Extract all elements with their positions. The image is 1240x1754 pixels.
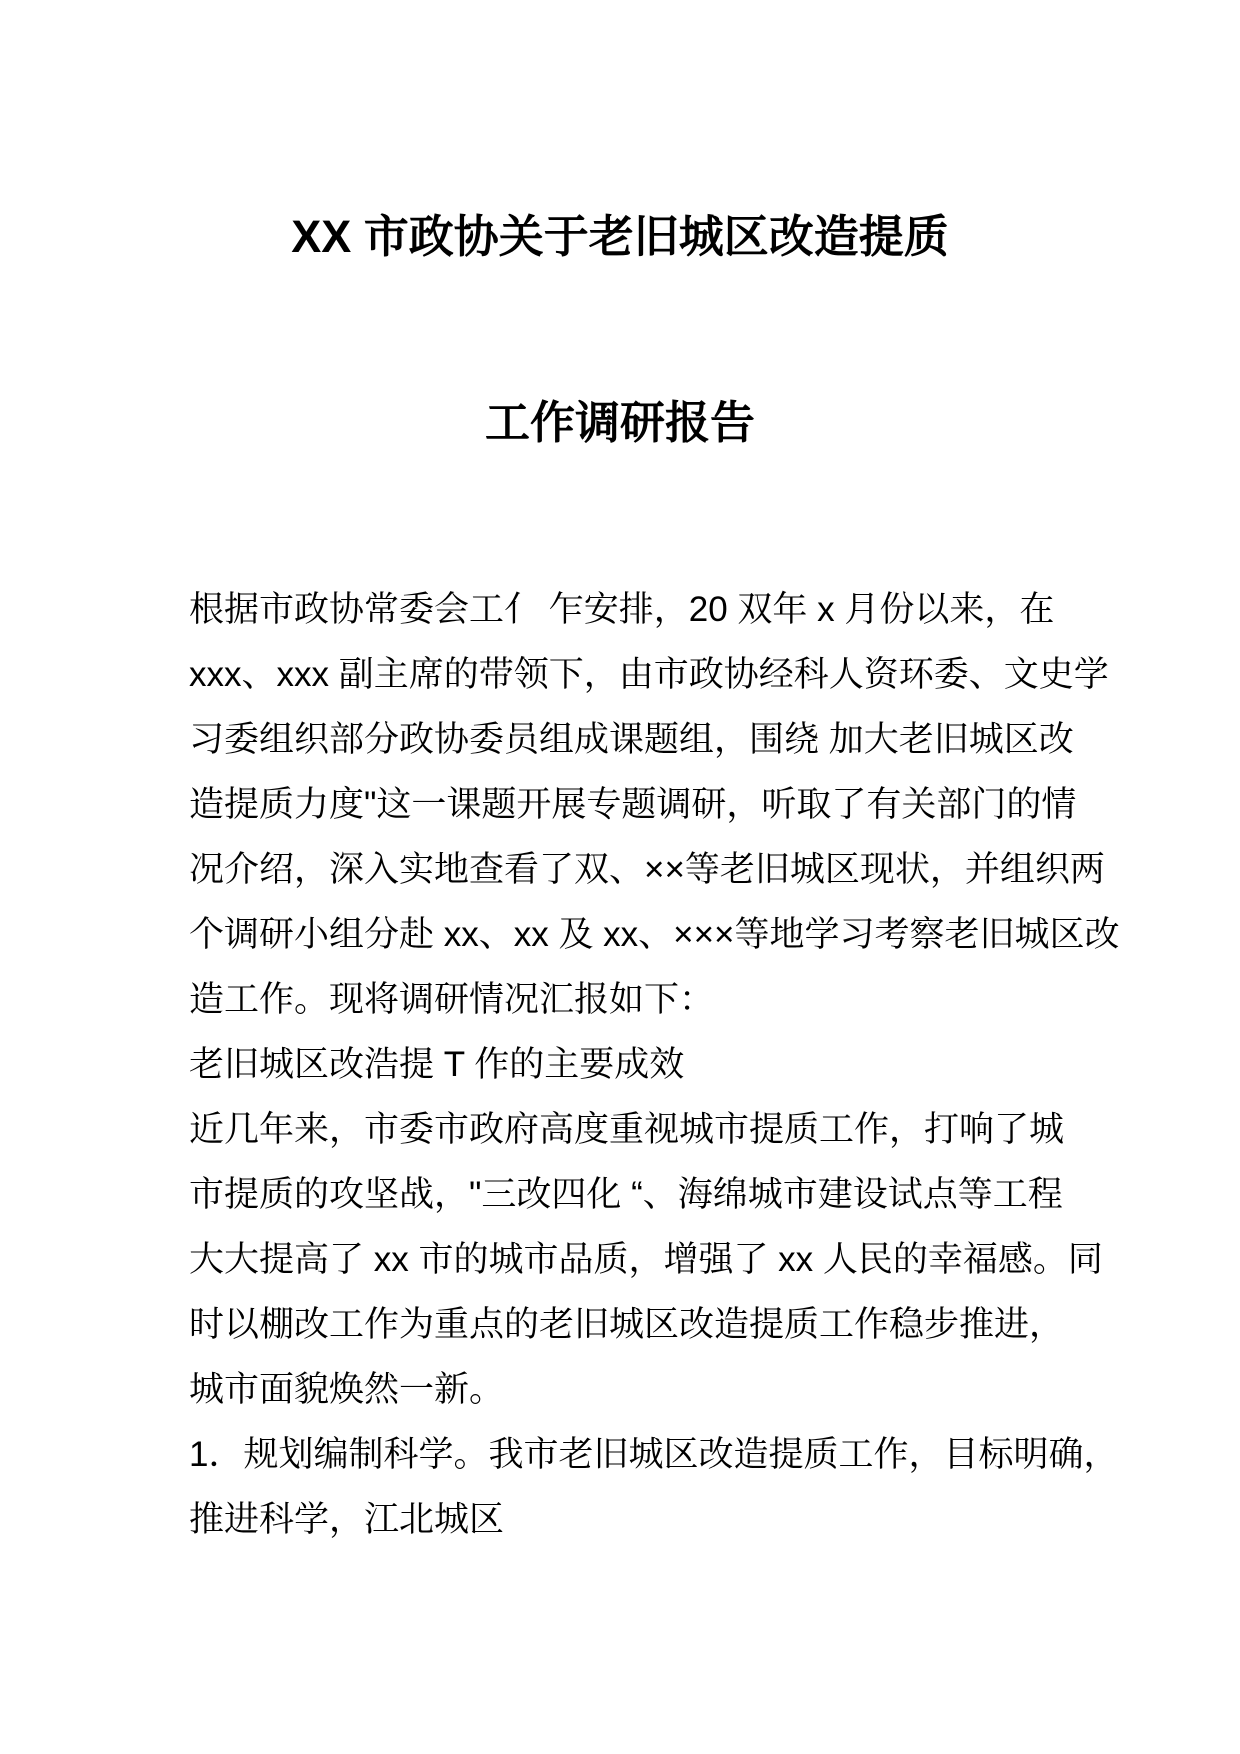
section-heading: 老旧城区改浩提 T 作的主要成效 (189, 1045, 685, 1084)
body-line: 市提质的攻坚战，"三改四化 “、海绵城市建设试点等工程 (189, 1175, 1063, 1214)
body-line: 城市面貌焕然一新。 (189, 1370, 505, 1409)
numbered-item-line: 1．规划编制科学。我市老旧城区改造提质工作，目标明确， (189, 1435, 1119, 1474)
body-line: 时以棚改工作为重点的老旧城区改造提质工作稳步推进， (189, 1305, 1065, 1344)
body-line: 推进科学，江北城区 (189, 1500, 505, 1539)
body-line: 造提质力度"这一课题开展专题调研，听取了有关部门的情 (189, 785, 1077, 824)
body-line: 近几年来，市委市政府高度重视城市提质工作，打响了城 (189, 1110, 1065, 1149)
body-line: 个调研小组分赴 xx、xx 及 xx、×××等地学习考察老旧城区改 (189, 915, 1120, 954)
body-line: 况介绍，深入实地查看了双、××等老旧城区现状，并组织两 (189, 850, 1105, 889)
body-line: 大大提高了 xx 市的城市品质，增强了 xx 人民的幸福感。同 (189, 1240, 1103, 1279)
document-title-line-1: XX 市政协关于老旧城区改造提质 (291, 211, 949, 262)
body-line: 习委组织部分政协委员组成课题组，围绕 加大老旧城区改 (189, 720, 1074, 759)
body-line: 根据市政协常委会工亻 乍安排，20 双年 x 月份以来，在 (189, 590, 1055, 629)
document-body (189, 577, 1189, 1552)
document-title-line-2: 工作调研报告 (484, 397, 755, 448)
body-line: 造工作。现将调研情况汇报如下： (189, 980, 715, 1019)
body-line: xxx、xxx 副主席的带领下，由市政协经科人资环委、文史学 (189, 655, 1109, 694)
